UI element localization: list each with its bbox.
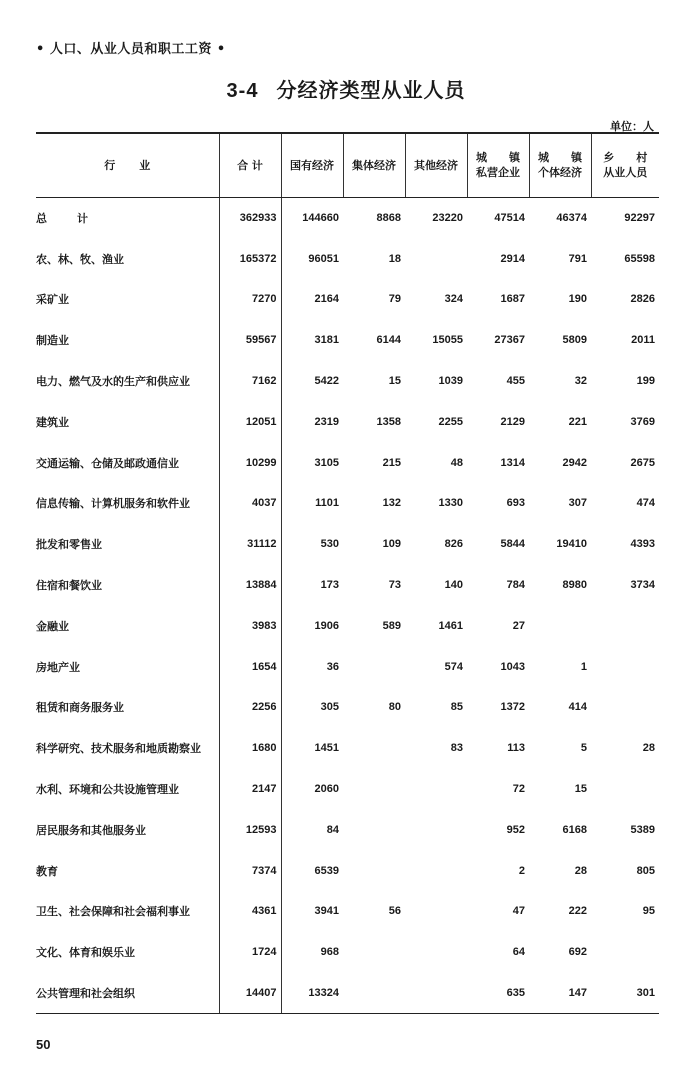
table-cell: 7270 — [219, 279, 281, 320]
table-cell: 7374 — [219, 850, 281, 891]
table-cell: 3105 — [314, 456, 339, 469]
table-cell: 221 — [568, 415, 587, 428]
table-cell: 952 — [506, 823, 525, 836]
table-cell: 144660 — [302, 211, 339, 224]
column-header — [591, 133, 659, 197]
table-cell: 3769 — [630, 415, 655, 428]
table-header — [36, 133, 659, 197]
industry-name — [36, 524, 219, 565]
industry-name-text: 建筑业 — [36, 415, 69, 429]
table-cell — [405, 238, 467, 279]
table-cell: 165372 — [219, 238, 281, 279]
table-cell: 1330 — [438, 497, 463, 510]
table-row — [36, 279, 659, 320]
table-row — [36, 401, 659, 442]
table-cell: 190 — [568, 293, 587, 306]
table-cell: 4037 — [219, 483, 281, 524]
table-cell — [529, 605, 591, 646]
industry-name — [36, 320, 219, 361]
industry-name-text: 住宿和餐饮业 — [36, 579, 102, 593]
industry-name — [36, 646, 219, 687]
table-cell: 15 — [388, 375, 401, 388]
table-cell — [343, 728, 405, 769]
table-cell: 28 — [642, 742, 655, 755]
table-cell — [405, 932, 467, 973]
industry-name — [36, 401, 219, 442]
unit-label: 单位：人 — [610, 120, 654, 133]
table-cell: 15 — [574, 783, 587, 796]
table-row — [36, 850, 659, 891]
column-header: 集体经济 — [343, 133, 405, 197]
table-cell: 47 — [512, 905, 525, 918]
table-cell: 3941 — [314, 905, 339, 918]
industry-name-text: 科学研究、技术服务和地质勘察业 — [36, 742, 201, 756]
industry-name-text: 公共管理和社会组织 — [36, 987, 135, 1001]
table-cell: 2129 — [500, 415, 525, 428]
industry-name-text: 租赁和商务服务业 — [36, 701, 124, 715]
table-cell: 2675 — [630, 456, 655, 469]
table-cell: 2319 — [314, 415, 339, 428]
column-header — [529, 133, 591, 197]
table-cell: 64 — [512, 946, 525, 959]
table-row — [36, 442, 659, 483]
industry-name — [36, 565, 219, 606]
table-cell: 12051 — [219, 401, 281, 442]
industry-name-text: 房地产业 — [36, 660, 80, 674]
industry-name — [36, 728, 219, 769]
column-header: 合 计 — [219, 133, 281, 197]
table-row — [36, 361, 659, 402]
column-header-line: 城 镇 — [538, 151, 582, 165]
table-cell: 28 — [574, 864, 587, 877]
table-cell — [591, 769, 659, 810]
table-row — [36, 605, 659, 646]
table-row — [36, 728, 659, 769]
table-cell: 132 — [382, 497, 401, 510]
table-cell: 1451 — [314, 742, 339, 755]
table-cell: 324 — [444, 293, 463, 306]
table-cell: 574 — [444, 660, 463, 673]
table-cell: 84 — [326, 823, 339, 836]
column-header-line: 乡 村 — [603, 151, 648, 165]
table-row — [36, 687, 659, 728]
table-cell: 635 — [467, 973, 529, 1014]
industry-name-text: 信息传输、计算机服务和软件业 — [36, 497, 190, 511]
industry-name-text: 制造业 — [36, 334, 69, 348]
table-cell: 19410 — [556, 538, 587, 551]
table-cell: 222 — [568, 905, 587, 918]
table-cell: 3181 — [314, 334, 339, 347]
table-cell: 3983 — [219, 605, 281, 646]
column-header-line: 城 镇 — [476, 151, 520, 165]
table-cell: 692 — [568, 946, 587, 959]
table-cell: 48 — [450, 456, 463, 469]
table-cell: 46374 — [556, 211, 587, 224]
table-cell: 1724 — [219, 932, 281, 973]
table-cell: 47514 — [494, 211, 525, 224]
table-cell — [343, 769, 405, 810]
table-cell: 1 — [580, 660, 587, 673]
industry-name — [36, 687, 219, 728]
table-cell: 65598 — [624, 252, 655, 265]
data-table-container — [36, 132, 659, 1014]
table-row — [36, 932, 659, 973]
column-header-line: 从业人员 — [603, 166, 648, 180]
table-cell: 2 — [518, 864, 525, 877]
table-cell: 95 — [642, 905, 655, 918]
table-cell: 5422 — [314, 375, 339, 388]
column-header: 其他经济 — [405, 133, 467, 197]
table-cell: 80 — [388, 701, 401, 714]
industry-name — [36, 442, 219, 483]
table-cell: 1101 — [315, 497, 339, 510]
table-cell: 85 — [450, 701, 463, 714]
table-cell: 113 — [507, 742, 525, 755]
table-cell: 474 — [636, 497, 655, 510]
table-cell — [591, 605, 659, 646]
column-header-line: 个体经济 — [538, 166, 582, 180]
table-cell: 27 — [512, 619, 525, 632]
table-cell: 2164 — [314, 293, 339, 306]
table-title-text: 分经济类型从业人员 — [276, 78, 466, 102]
table-cell — [405, 769, 467, 810]
table-cell — [591, 687, 659, 728]
table-row — [36, 973, 659, 1014]
table-cell — [343, 973, 405, 1014]
table-cell: 5809 — [562, 334, 587, 347]
table-cell: 23220 — [432, 211, 463, 224]
industry-name — [36, 605, 219, 646]
table-cell: 307 — [568, 497, 587, 510]
table-cell: 693 — [506, 497, 525, 510]
running-head: • 人口、从业人员和职工工资 • — [36, 42, 226, 57]
table-number: 3-4 — [226, 80, 259, 102]
table-cell: 1687 — [500, 293, 525, 306]
table-cell: 2256 — [219, 687, 281, 728]
table-cell: 2060 — [314, 783, 339, 796]
table-cell — [405, 973, 467, 1014]
industry-name-text: 文化、体育和娱乐业 — [36, 946, 135, 960]
table-cell: 1358 — [376, 415, 401, 428]
industry-name — [36, 483, 219, 524]
table-cell: 3734 — [630, 579, 655, 592]
table-cell — [405, 891, 467, 932]
table-cell: 6144 — [376, 334, 401, 347]
table-cell: 4361 — [219, 891, 281, 932]
table-cell — [405, 850, 467, 891]
industry-name-text: 交通运输、仓储及邮政通信业 — [36, 456, 179, 470]
table-cell: 7162 — [219, 361, 281, 402]
industry-name — [36, 809, 219, 850]
table-cell: 589 — [382, 619, 401, 632]
table-cell: 27367 — [494, 334, 525, 347]
table-title — [0, 74, 692, 103]
table-cell: 8980 — [562, 579, 587, 592]
table-cell — [343, 646, 405, 687]
table-cell: 10299 — [219, 442, 281, 483]
table-cell: 1039 — [438, 375, 463, 388]
industry-name-text: 居民服务和其他服务业 — [36, 823, 146, 837]
industry-name — [36, 891, 219, 932]
table-row — [36, 320, 659, 361]
industry-name — [36, 197, 219, 238]
table-cell: 5844 — [500, 538, 525, 551]
table-cell: 1043 — [500, 660, 525, 673]
table-cell: 13324 — [281, 973, 343, 1014]
column-header-industry: 行业 — [36, 133, 219, 197]
header-row — [36, 133, 659, 197]
table-cell: 8868 — [376, 211, 401, 224]
table-cell: 32 — [574, 375, 587, 388]
table-cell: 2826 — [630, 293, 655, 306]
table-cell: 826 — [444, 538, 463, 551]
table-row — [36, 891, 659, 932]
table-cell: 1461 — [438, 619, 463, 632]
table-cell: 59567 — [219, 320, 281, 361]
table-cell: 140 — [444, 579, 463, 592]
table-cell: 4393 — [630, 538, 655, 551]
table-cell: 414 — [568, 701, 587, 714]
table-cell: 92297 — [624, 211, 655, 224]
table-cell: 36 — [326, 660, 339, 673]
table-cell: 14407 — [219, 973, 281, 1014]
industry-name — [36, 932, 219, 973]
table-cell: 2011 — [631, 334, 655, 347]
table-cell: 791 — [568, 252, 587, 265]
table-cell: 96051 — [308, 252, 339, 265]
column-header: 国有经济 — [281, 133, 343, 197]
table-row — [36, 524, 659, 565]
table-cell: 18 — [388, 252, 401, 265]
table-cell — [343, 809, 405, 850]
industry-name-text: 水利、环境和公共设施管理业 — [36, 783, 179, 797]
table-row — [36, 646, 659, 687]
column-header-line: 私营企业 — [476, 166, 520, 180]
table-cell: 805 — [636, 864, 655, 877]
table-cell: 199 — [636, 375, 655, 388]
industry-name-text: 农、林、牧、渔业 — [36, 252, 124, 266]
table-cell: 2147 — [219, 769, 281, 810]
table-cell: 73 — [388, 579, 401, 592]
table-cell: 215 — [382, 456, 401, 469]
table-cell: 2942 — [562, 456, 587, 469]
table-cell — [405, 809, 467, 850]
table-cell: 15055 — [432, 334, 463, 347]
table-row — [36, 483, 659, 524]
table-cell: 6539 — [314, 864, 339, 877]
table-cell: 173 — [320, 579, 339, 592]
table-cell: 1314 — [500, 456, 525, 469]
table-cell — [591, 646, 659, 687]
industry-name-text: 总计 — [36, 211, 118, 225]
industry-name — [36, 279, 219, 320]
industry-name-text: 电力、燃气及水的生产和供应业 — [36, 375, 190, 389]
industry-name-text: 批发和零售业 — [36, 538, 102, 552]
table-row — [36, 769, 659, 810]
table-body — [36, 197, 659, 1014]
table-cell: 305 — [320, 701, 339, 714]
table-cell: 56 — [388, 905, 401, 918]
industry-name — [36, 973, 219, 1014]
table-cell: 5389 — [630, 823, 655, 836]
table-cell: 79 — [388, 293, 401, 306]
industry-name — [36, 361, 219, 402]
table-cell: 530 — [320, 538, 339, 551]
industry-name — [36, 850, 219, 891]
table-cell: 83 — [450, 742, 463, 755]
table-cell: 968 — [320, 946, 339, 959]
industry-name-text: 金融业 — [36, 619, 69, 633]
table-cell — [591, 932, 659, 973]
table-cell: 362933 — [219, 197, 281, 238]
table-cell: 1906 — [314, 619, 339, 632]
table-cell: 109 — [382, 538, 401, 551]
table-cell: 2914 — [500, 252, 525, 265]
industry-name — [36, 769, 219, 810]
table-row — [36, 809, 659, 850]
industry-name-text: 教育 — [36, 864, 58, 878]
table-cell: 455 — [506, 375, 525, 388]
table-cell — [343, 932, 405, 973]
industry-name-text: 采矿业 — [36, 293, 69, 307]
employment-table — [36, 132, 659, 1014]
table-row — [36, 565, 659, 606]
table-row-total — [36, 197, 659, 238]
table-cell: 301 — [591, 973, 659, 1014]
industry-name-text: 卫生、社会保障和社会福利事业 — [36, 905, 190, 919]
table-cell: 1680 — [219, 728, 281, 769]
table-cell: 147 — [529, 973, 591, 1014]
table-cell: 13884 — [219, 565, 281, 606]
table-cell: 12593 — [219, 809, 281, 850]
table-cell: 1372 — [500, 701, 525, 714]
industry-name — [36, 238, 219, 279]
table-cell — [343, 850, 405, 891]
table-cell: 5 — [580, 742, 587, 755]
table-cell: 1654 — [219, 646, 281, 687]
page-number: 50 — [36, 1037, 51, 1052]
table-cell: 31112 — [219, 524, 281, 565]
table-cell: 72 — [512, 783, 525, 796]
table-cell: 784 — [506, 579, 525, 592]
column-header — [467, 133, 529, 197]
table-cell: 2255 — [438, 415, 463, 428]
table-row — [36, 238, 659, 279]
table-cell: 6168 — [562, 823, 587, 836]
